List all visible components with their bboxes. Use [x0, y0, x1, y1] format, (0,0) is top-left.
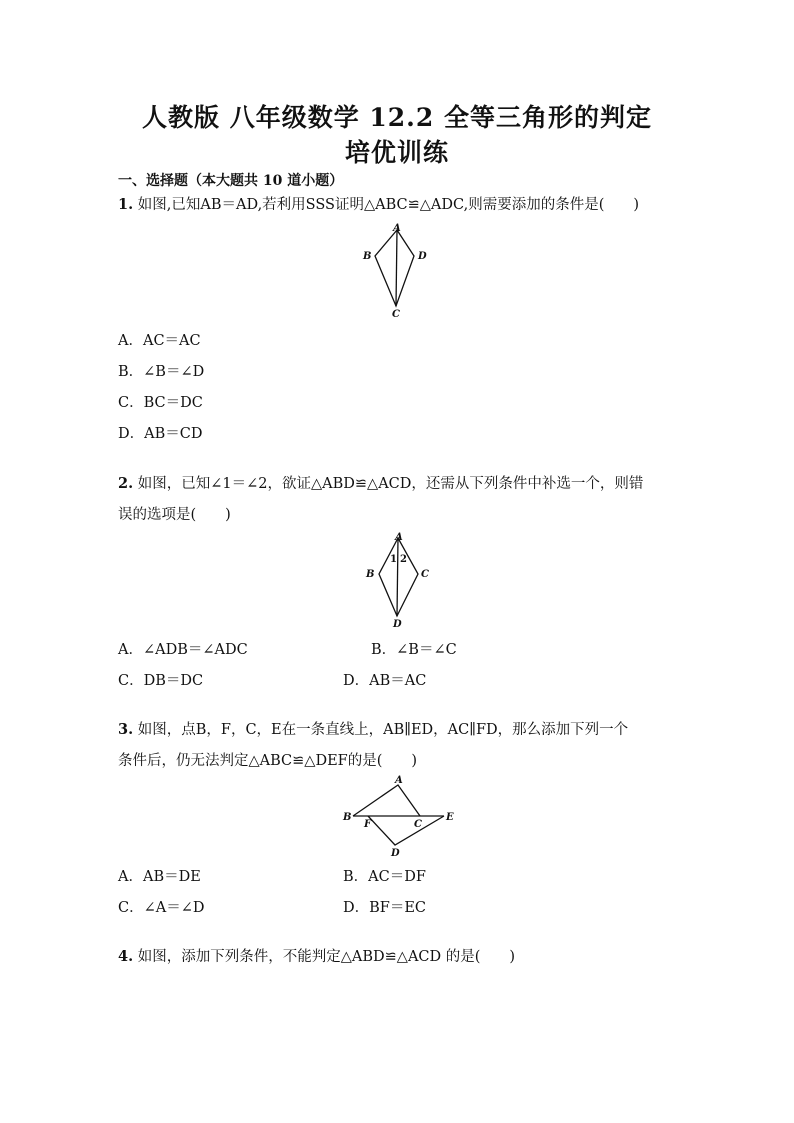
section-heading: 一、选择题（本大题共 10 道小题）: [118, 173, 344, 189]
q2-label-b: B: [366, 569, 375, 580]
question-2-number: 2.: [118, 475, 134, 492]
question-2-text: 如图，已知∠1＝∠2，欲证△ABD≌△ACD，还需从下列条件中补选一个，则错: [137, 476, 644, 492]
question-3-line-2: 条件后，仍无法判定△ABC≌△DEF的是( ): [118, 753, 418, 769]
q1-diagonal-ac: [396, 230, 397, 306]
q3-triangle-abc: [353, 785, 420, 816]
document-subtitle: 培优训练: [344, 138, 449, 167]
q2-label-angle-1: 1: [390, 554, 397, 565]
question-3-option-c: C．∠A＝∠D: [118, 900, 205, 916]
question-1-option-a: A．AC＝AC: [118, 333, 201, 349]
q2-label-angle-2: 2: [400, 554, 407, 565]
document-title: 人教版 八年级数学 12.2 全等三角形的判定: [141, 103, 652, 132]
question-3-number: 3.: [118, 721, 134, 738]
question-2-option-a: A．∠ADB＝∠ADC: [118, 642, 248, 658]
question-4-text: 如图，添加下列条件，不能判定△ABD≌△ACD 的是( ): [137, 949, 516, 965]
question-1-option-b: B．∠B＝∠D: [118, 364, 205, 380]
question-4: [118, 945, 515, 966]
q1-kite-outline: [375, 230, 414, 306]
q1-label-d: D: [418, 251, 427, 262]
q2-label-a: A: [395, 532, 403, 543]
q3-label-a: A: [395, 775, 403, 786]
question-3-text: 如图，点B，F，C，E在一条直线上，AB∥ED，AC∥FD，那么添加下列一个: [137, 722, 629, 738]
question-3-option-a: A．AB＝DE: [118, 869, 201, 885]
question-2-line-1: [118, 472, 643, 493]
question-1-option-d: D．AB＝CD: [118, 426, 203, 442]
question-2-option-b: B．∠B＝∠C: [371, 642, 457, 658]
q3-label-b: B: [343, 812, 352, 823]
q3-label-e: E: [446, 812, 454, 823]
question-1-text: 如图,已知AB＝AD,若利用SSS证明△ABC≌△ADC,则需要添加的条件是( ): [137, 197, 640, 213]
q3-label-c: C: [414, 819, 422, 830]
question-4-number: 4.: [118, 948, 134, 965]
question-2-line-2: 误的选项是( ): [118, 507, 231, 523]
q1-label-a: A: [393, 223, 401, 234]
q3-label-d: D: [391, 848, 400, 859]
question-1-number: 1.: [118, 196, 134, 213]
question-1-option-c: C．BC＝DC: [118, 395, 203, 411]
q3-triangle-fde: [368, 816, 444, 845]
question-1: [118, 193, 639, 214]
q1-label-c: C: [392, 309, 400, 320]
q2-label-d: D: [393, 619, 402, 630]
question-3-line-1: [118, 718, 628, 739]
question-3-figure: [340, 770, 460, 860]
question-3-option-d: D．BF＝EC: [343, 900, 427, 916]
q1-label-b: B: [363, 251, 372, 262]
question-3-option-b: B．AC＝DF: [343, 869, 426, 885]
question-2-figure: [355, 530, 440, 630]
q3-label-f: F: [364, 819, 372, 830]
question-2-option-d: D．AB＝AC: [343, 673, 427, 689]
question-1-figure: [355, 220, 435, 320]
question-2-option-c: C．DB＝DC: [118, 673, 204, 689]
q2-label-c: C: [421, 569, 429, 580]
q2-segment-ad: [397, 538, 398, 616]
